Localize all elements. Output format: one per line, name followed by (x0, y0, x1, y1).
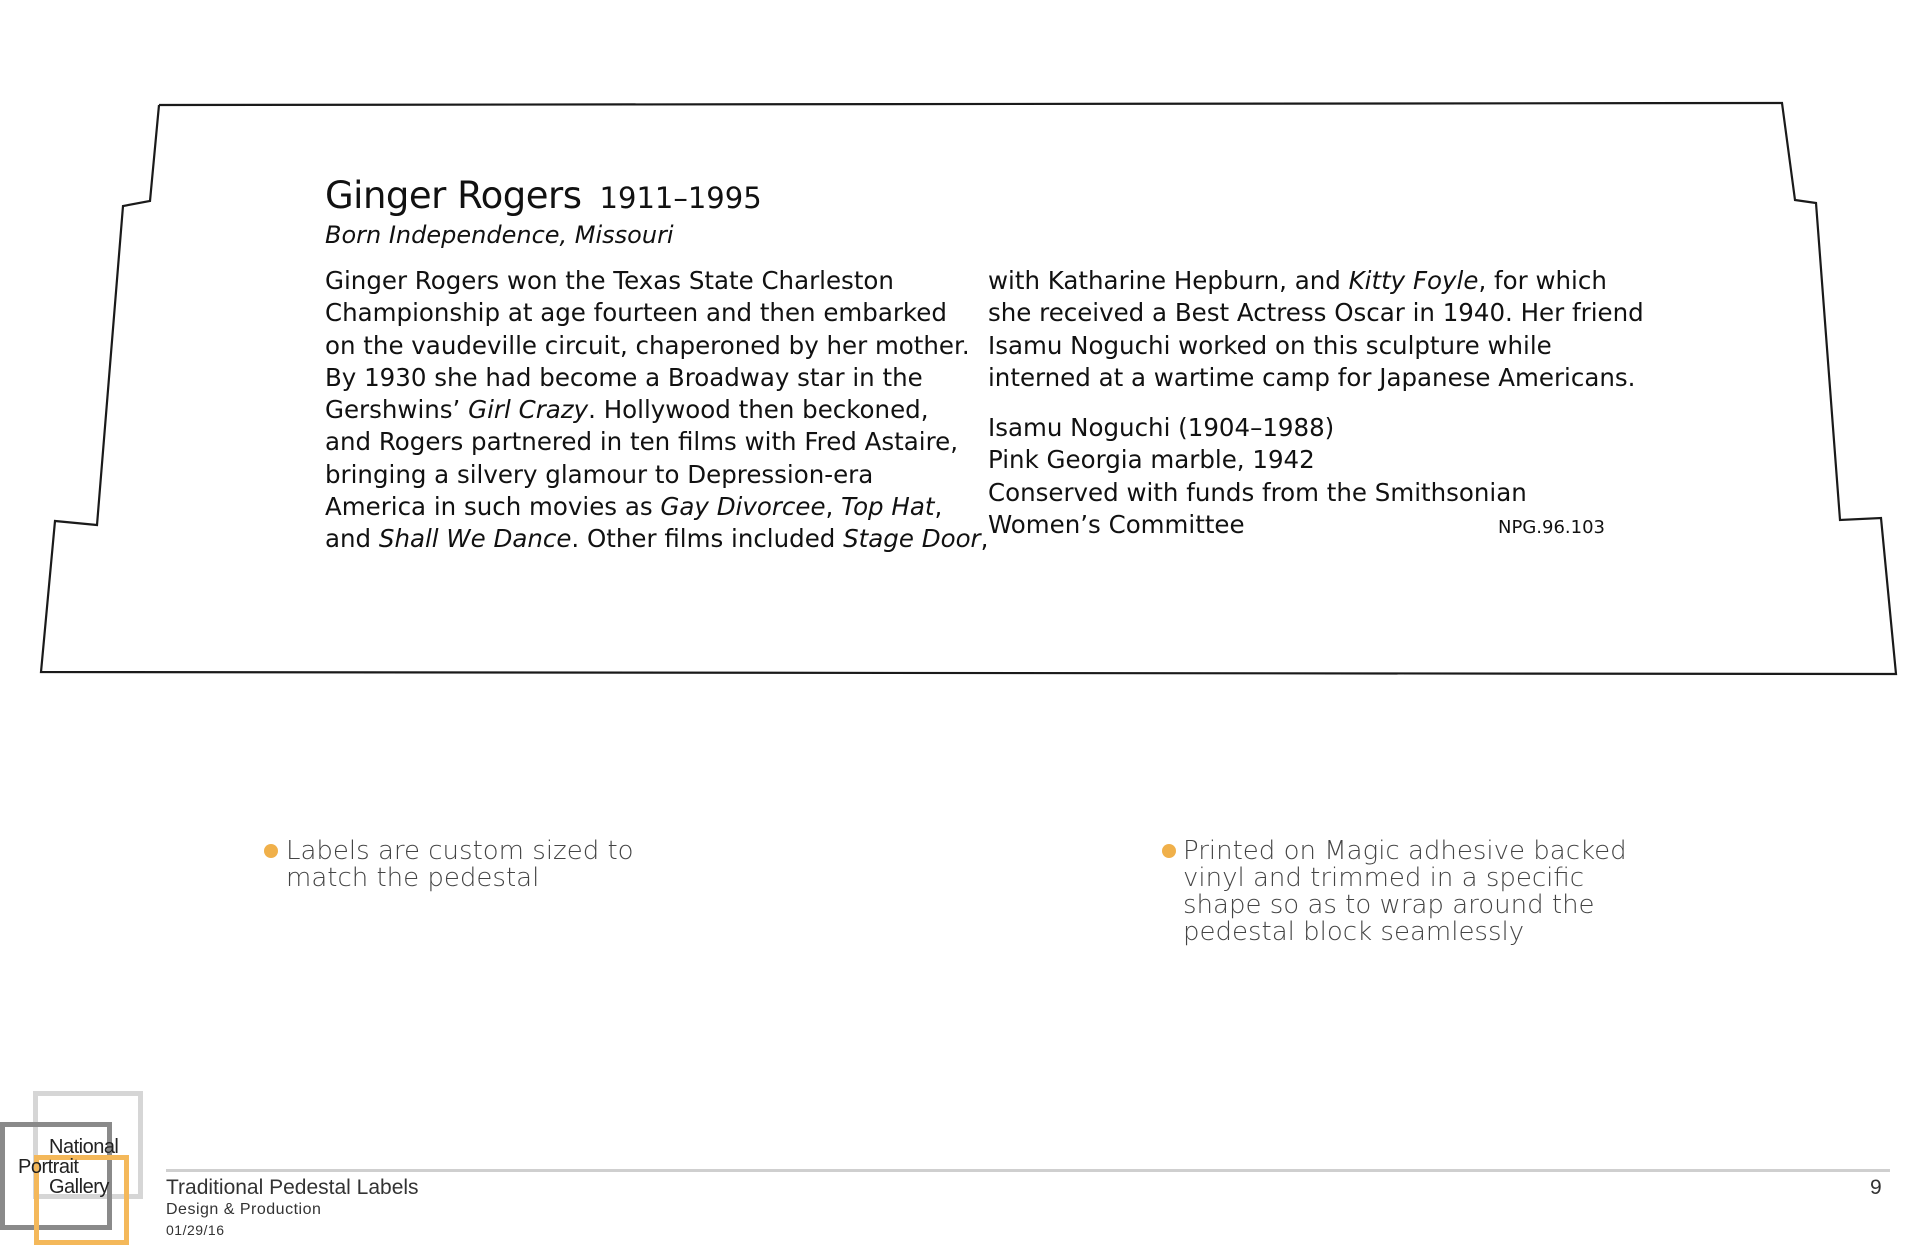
credit-line-2: Women’s Committee (988, 509, 1245, 539)
body-text-line (988, 330, 1644, 362)
italic-title: Gay Divorcee (660, 492, 826, 522)
logo-text-line: Gallery (49, 1176, 109, 1198)
italic-title: Girl Crazy (468, 395, 589, 425)
body-text: America in such movies as (325, 492, 661, 522)
logo-text-line: Portrait (18, 1156, 79, 1178)
italic-title: Kitty Foyle (1348, 266, 1479, 295)
body-text-line (988, 297, 1644, 329)
label-body-left-column (325, 265, 988, 556)
body-text: interned at a wartime camp for Japanese Americans. (988, 362, 1636, 392)
label-body-right-column (988, 265, 1644, 394)
body-text: . Other films included (571, 524, 844, 554)
body-text: with Katharine Hepburn, and (988, 266, 1349, 295)
body-text: By 1930 she had become a Broadway star in the (325, 362, 923, 392)
body-text: Isamu Noguchi worked on this sculpture while (988, 330, 1552, 360)
sitter-name: Ginger Rogers (325, 174, 582, 217)
note-line: pedestal block seamlessly (1183, 917, 1525, 947)
medium-line: Pink Georgia marble, 1942 (988, 445, 1315, 475)
body-text: and (325, 524, 379, 554)
label-title-row (325, 174, 762, 217)
accession-number: NPG.96.103 (1498, 517, 1605, 538)
logo-text-line: National (49, 1136, 119, 1158)
footer-subtitle: Design & Production (166, 1201, 322, 1218)
note-left (286, 838, 634, 892)
body-text-line (325, 491, 988, 523)
body-text-line (988, 265, 1644, 297)
body-text: she received a Best Actress Oscar in 1940. Her friend (988, 298, 1644, 328)
note-line: vinyl and trimmed in a specific (1183, 863, 1585, 893)
italic-title: Top Hat (841, 492, 935, 522)
note-right (1183, 838, 1627, 946)
label-credits (988, 412, 1527, 541)
artist-line: Isamu Noguchi (1904–1988) (988, 413, 1335, 442)
npg-logo (0, 1088, 145, 1242)
italic-title: Stage Door (843, 524, 981, 554)
page-number: 9 (1870, 1176, 1882, 1199)
note-line: Labels are custom sized to (286, 836, 634, 866)
body-text-line (325, 362, 988, 394)
credit-line-1: Conserved with funds from the Smithsonian (988, 477, 1527, 507)
body-text-line (325, 330, 988, 362)
italic-title: Shall We Dance (378, 524, 572, 554)
body-text: on the vaudeville circuit, chaperoned by her mother. (325, 330, 970, 360)
sitter-dates: 1911–1995 (599, 181, 762, 215)
note-line: match the pedestal (286, 863, 540, 893)
body-text: and Rogers partnered in ten films with Fred Astaire, (325, 427, 958, 457)
body-text-line (325, 426, 988, 458)
body-text: bringing a silvery glamour to Depression-era (325, 459, 874, 489)
footer-date: 01/29/16 (166, 1222, 225, 1238)
body-text: Gershwins’ (325, 395, 469, 425)
body-text: . Hollywood then beckoned, (588, 395, 929, 425)
body-text-line (325, 394, 988, 426)
body-text: , (934, 492, 943, 522)
footer-title: Traditional Pedestal Labels (166, 1176, 419, 1199)
body-text-line (325, 265, 988, 297)
body-text-line (325, 523, 988, 555)
note-line: shape so as to wrap around the (1183, 890, 1595, 920)
bullet-dot-icon (264, 844, 278, 858)
body-text: Ginger Rogers won the Texas State Charleston (325, 266, 894, 295)
body-text: , (825, 492, 842, 522)
body-text: Championship at age fourteen and then embarked (325, 298, 947, 328)
body-text: , (980, 524, 989, 554)
body-text-line (325, 297, 988, 329)
sitter-birthplace: Born Independence, Missouri (325, 221, 674, 249)
body-text-line (325, 459, 988, 491)
footer-divider (166, 1169, 1890, 1172)
body-text: , for which (1478, 266, 1607, 295)
body-text-line (988, 362, 1644, 394)
bullet-dot-icon (1162, 844, 1176, 858)
note-line: Printed on Magic adhesive backed (1183, 836, 1627, 866)
